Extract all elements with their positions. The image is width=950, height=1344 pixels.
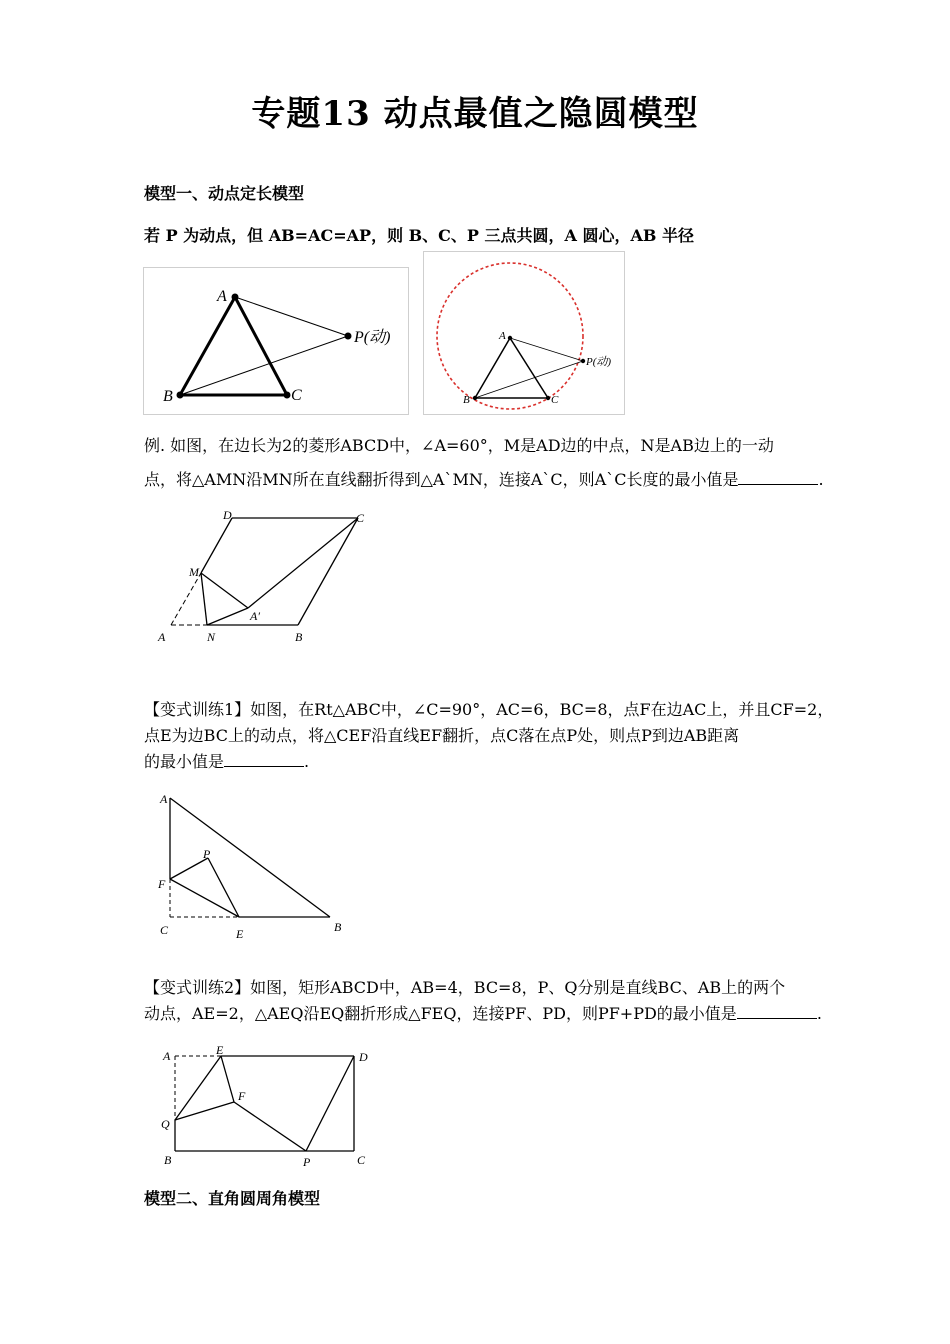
point-A (232, 294, 239, 301)
label-F: F (158, 877, 166, 891)
label-A: A (217, 288, 227, 305)
label-P: P (303, 1155, 311, 1169)
figure-model1-triangle (143, 267, 409, 415)
label-C: C (356, 511, 365, 525)
label-A: A (160, 792, 168, 806)
point-C (546, 396, 550, 400)
section2-heading: 模型二、直角圆周角模型 (144, 1189, 321, 1208)
label-C: C (291, 387, 302, 404)
label-A: A (163, 1049, 171, 1063)
label-A-prime: A′ (250, 609, 260, 623)
label-D: D (359, 1050, 368, 1064)
label-C: C (357, 1153, 366, 1167)
point-P (581, 359, 585, 363)
label-B: B (164, 1153, 172, 1167)
figure-rhombus (155, 508, 385, 648)
point-A (508, 336, 512, 340)
label-B: B (334, 920, 342, 934)
section1-statement: 若 P 为动点，但 AB=AC=AP，则 B、C、P 三点共圆，A 圆心，AB 半径 (144, 226, 695, 245)
figure-right-triangle (155, 790, 355, 945)
label-B: B (163, 388, 173, 405)
label-M: M (189, 565, 199, 579)
point-B (177, 392, 184, 399)
label-E: E (236, 927, 244, 941)
label-A: A (158, 630, 166, 644)
label-A: A (499, 330, 506, 342)
label-C: C (551, 394, 559, 406)
label-D: D (223, 508, 232, 522)
answer-blank (224, 752, 304, 767)
answer-blank (738, 470, 818, 485)
point-P (345, 333, 352, 340)
label-B: B (295, 630, 303, 644)
label-B: B (463, 394, 470, 406)
example-line1: 例. 如图，在边长为2的菱形ABCD中，∠A=60°，M是AD边的中点，N是AB边上的一动 (144, 436, 774, 455)
training1-line3: 的最小值是 . (144, 752, 310, 771)
page-title: 专题13 动点最值之隐圆模型 (251, 94, 699, 134)
label-E: E (216, 1043, 224, 1057)
example-line2: 点，将△AMN沿MN所在直线翻折得到△A`MN，连接A`C，则A`C长度的最小值是 . (144, 470, 824, 489)
label-P: P(动) (354, 329, 391, 346)
training2-line2: 动点，AE=2，△AEQ沿EQ翻折形成△FEQ，连接PF、PD，则PF+PD的最小值是 . (144, 1004, 822, 1023)
label-N: N (207, 630, 216, 644)
point-C (284, 392, 291, 399)
answer-blank (737, 1004, 817, 1019)
label-F: F (238, 1089, 246, 1103)
training1-line2: 点E为边BC上的动点，将△CEF沿直线EF翻折，点C落在点P处，则点P到边AB距离 (144, 726, 740, 745)
figure-model1-circle (423, 251, 625, 415)
figure-frame (424, 252, 625, 415)
training1-line1: 【变式训练1】如图，在Rt△ABC中，∠C=90°，AC=6，BC=8，点F在边AC上，并且CF=2， (144, 700, 834, 719)
figure-rectangle (155, 1040, 380, 1175)
label-P: P (203, 847, 211, 861)
training2-line1: 【变式训练2】如图，矩形ABCD中，AB=4，BC=8，P、Q分别是直线BC、AB上的两个 (144, 978, 786, 997)
section1-heading: 模型一、动点定长模型 (144, 184, 305, 203)
point-B (473, 396, 477, 400)
label-Q: Q (161, 1117, 170, 1131)
label-C: C (160, 923, 169, 937)
label-P: P(动) (586, 356, 612, 368)
